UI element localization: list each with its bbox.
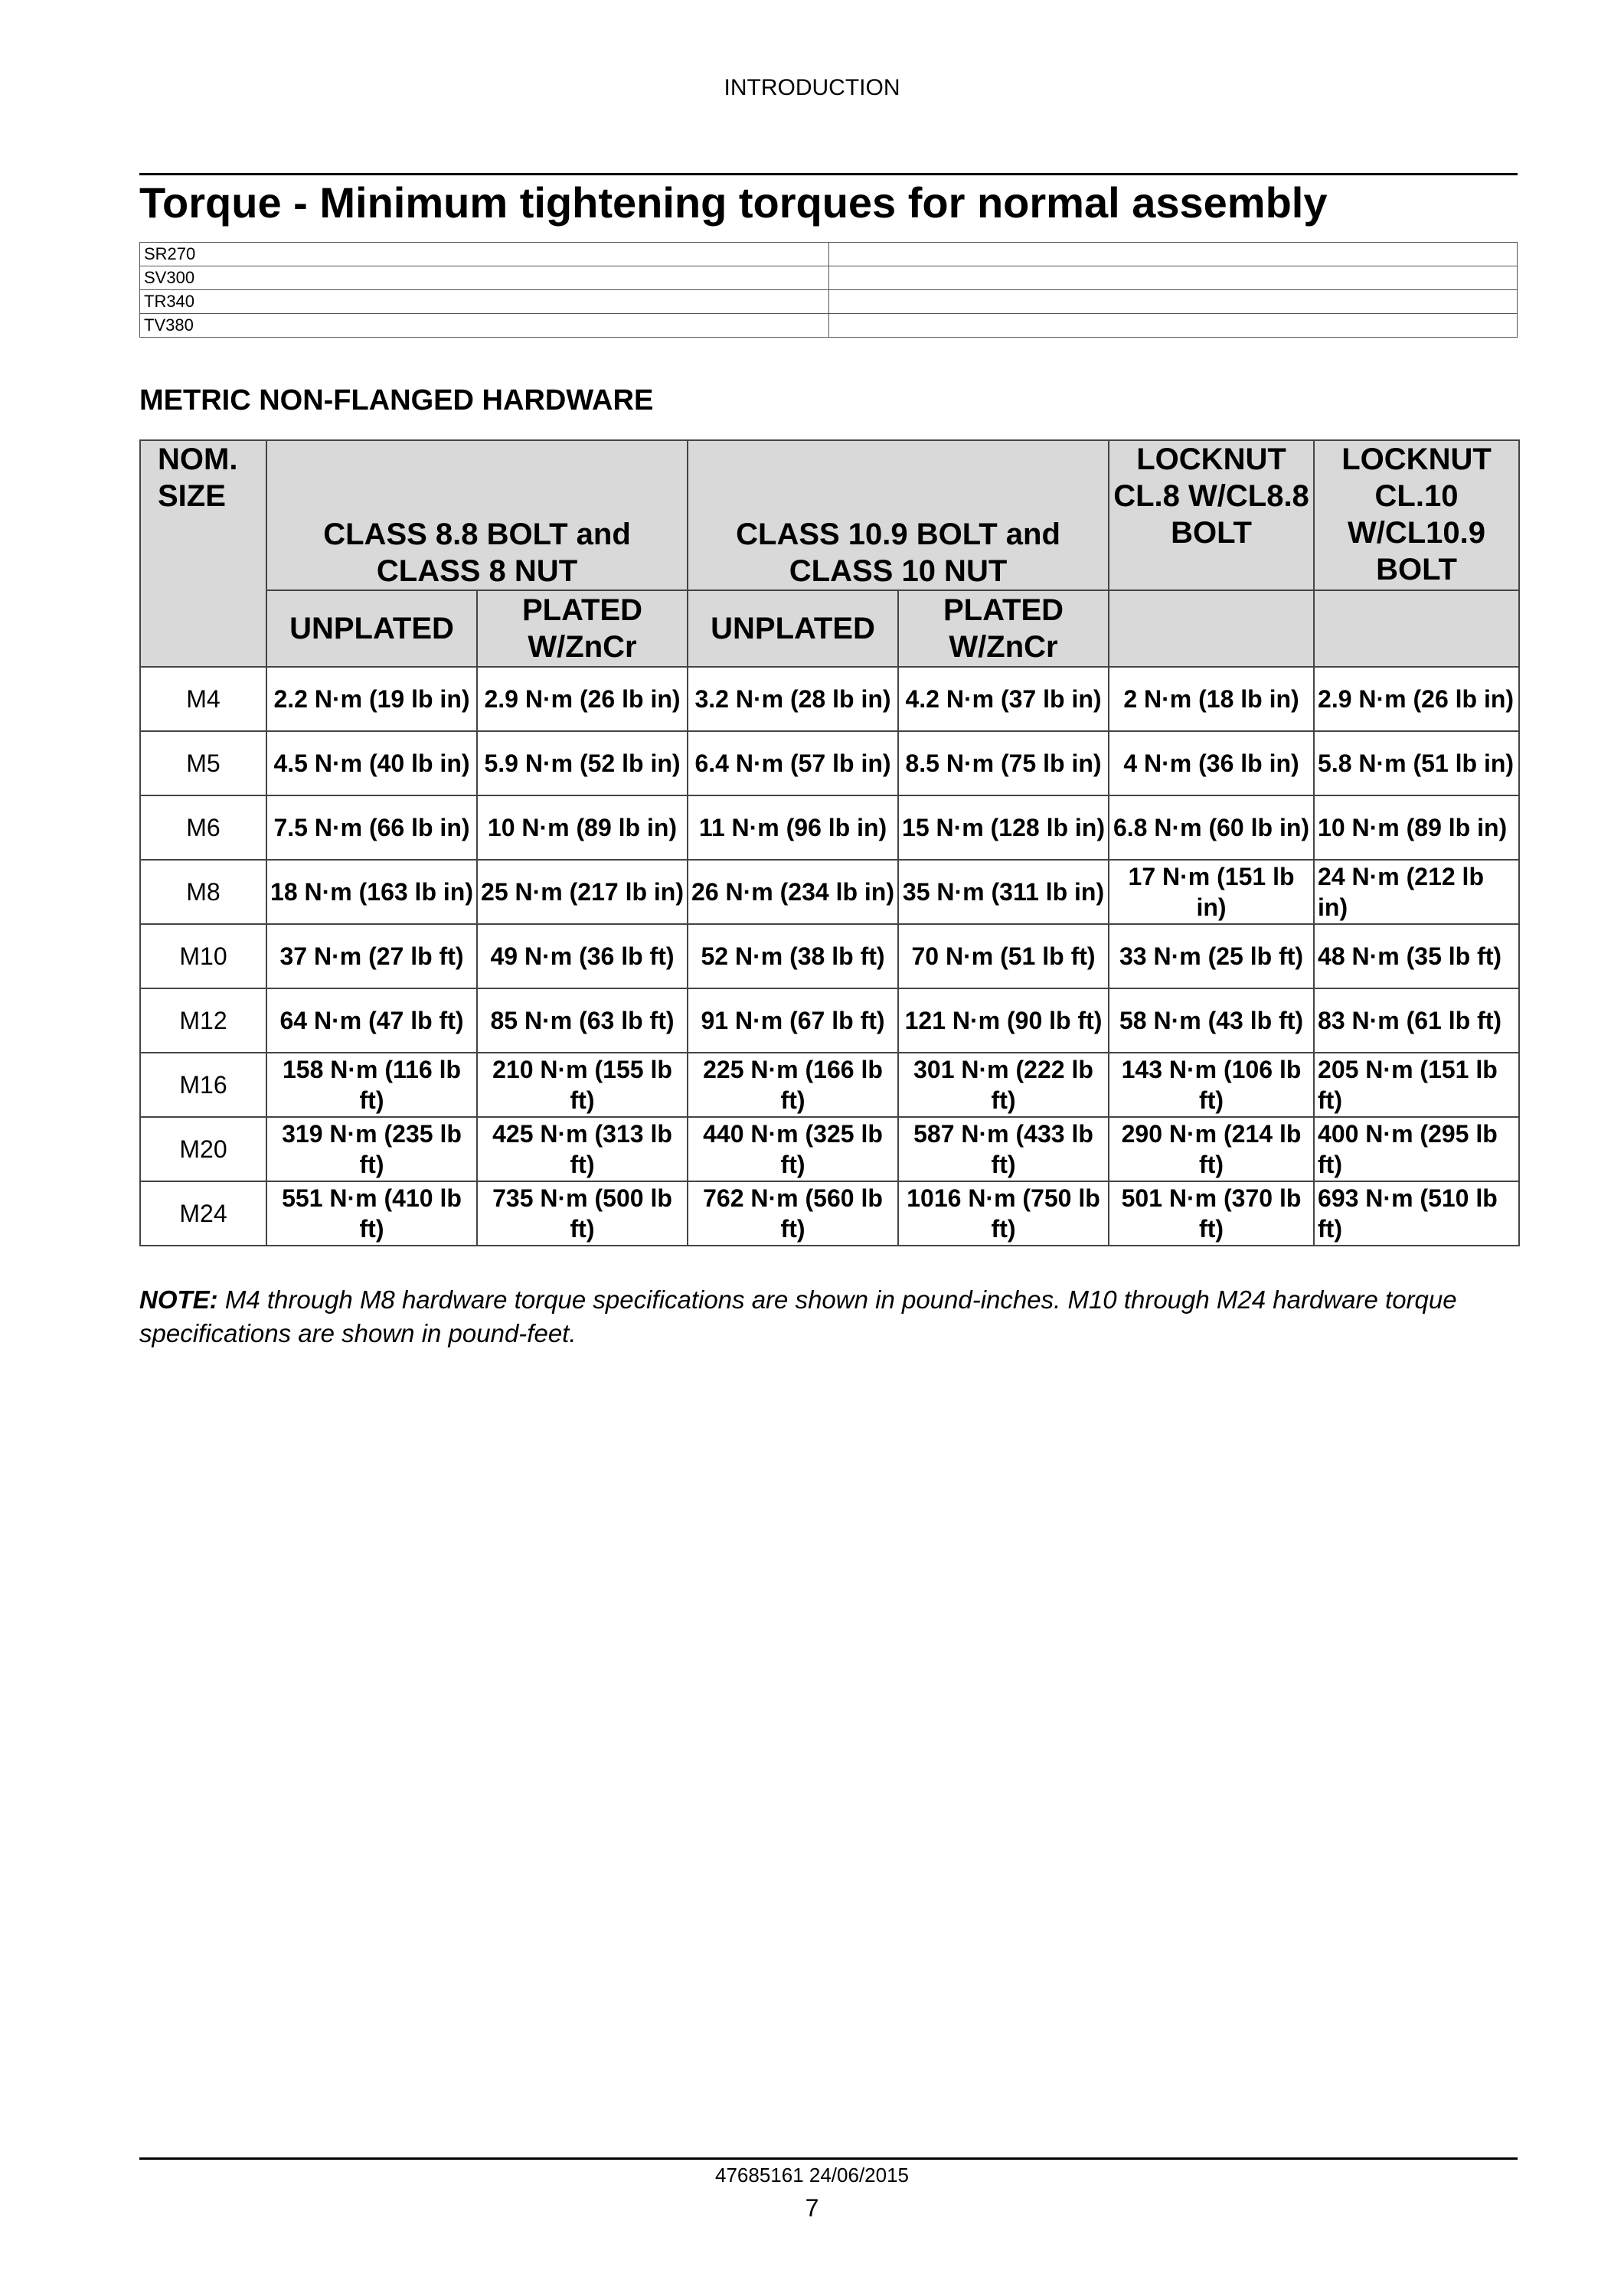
model-row: [140, 290, 1518, 314]
torque-value-cell: 4 N·m (36 lb in): [1109, 731, 1314, 795]
model-row: [140, 266, 1518, 290]
page-number: 7: [805, 2194, 819, 2222]
torque-value-cell: 205 N·m (151 lb ft): [1314, 1053, 1519, 1117]
subheader-plated: PLATED W/ZnCr: [477, 590, 688, 667]
torque-value-cell: 551 N·m (410 lb ft): [266, 1181, 477, 1246]
torque-value-cell: 70 N·m (51 lb ft): [898, 924, 1109, 988]
table-row: [140, 988, 1519, 1053]
header-nom-size: NOM. SIZE: [140, 440, 266, 667]
nominal-size-cell: M24: [140, 1181, 266, 1246]
header-locknut-cl8: LOCKNUT CL.8 W/CL8.8 BOLT: [1109, 440, 1314, 590]
torque-value-cell: 91 N·m (67 lb ft): [688, 988, 898, 1053]
header-rule: [139, 173, 1518, 175]
torque-value-cell: 425 N·m (313 lb ft): [477, 1117, 688, 1181]
torque-value-cell: 319 N·m (235 lb ft): [266, 1117, 477, 1181]
torque-value-cell: 143 N·m (106 lb ft): [1109, 1053, 1314, 1117]
torque-value-cell: 158 N·m (116 lb ft): [266, 1053, 477, 1117]
note-text: [139, 1283, 1518, 1350]
subheader-unplated: UNPLATED: [266, 590, 477, 667]
torque-value-cell: 83 N·m (61 lb ft): [1314, 988, 1519, 1053]
torque-table: [139, 439, 1520, 1246]
torque-value-cell: 1016 N·m (750 lb ft): [898, 1181, 1109, 1246]
table-subheader-row: [140, 590, 1519, 667]
header-locknut-cl10: LOCKNUT CL.10 W/CL10.9 BOLT: [1314, 440, 1519, 590]
torque-value-cell: 2.2 N·m (19 lb in): [266, 667, 477, 731]
torque-value-cell: 2.9 N·m (26 lb in): [477, 667, 688, 731]
table-header-row: [140, 440, 1519, 590]
model-cell: SR270: [140, 243, 829, 266]
nominal-size-cell: M12: [140, 988, 266, 1053]
torque-value-cell: 85 N·m (63 lb ft): [477, 988, 688, 1053]
torque-value-cell: 4.5 N·m (40 lb in): [266, 731, 477, 795]
torque-value-cell: 210 N·m (155 lb ft): [477, 1053, 688, 1117]
torque-value-cell: 693 N·m (510 lb ft): [1314, 1181, 1519, 1246]
nominal-size-cell: M10: [140, 924, 266, 988]
torque-value-cell: 6.4 N·m (57 lb in): [688, 731, 898, 795]
torque-value-cell: 587 N·m (433 lb ft): [898, 1117, 1109, 1181]
torque-value-cell: 5.8 N·m (51 lb in): [1314, 731, 1519, 795]
torque-value-cell: 10 N·m (89 lb in): [1314, 795, 1519, 860]
torque-value-cell: 7.5 N·m (66 lb in): [266, 795, 477, 860]
torque-value-cell: 35 N·m (311 lb in): [898, 860, 1109, 924]
nominal-size-cell: M4: [140, 667, 266, 731]
torque-value-cell: 225 N·m (166 lb ft): [688, 1053, 898, 1117]
torque-value-cell: 24 N·m (212 lb in): [1314, 860, 1519, 924]
header-class-8-8: CLASS 8.8 BOLT and CLASS 8 NUT: [266, 440, 688, 590]
torque-value-cell: 440 N·m (325 lb ft): [688, 1117, 898, 1181]
torque-value-cell: 18 N·m (163 lb in): [266, 860, 477, 924]
torque-value-cell: 290 N·m (214 lb ft): [1109, 1117, 1314, 1181]
model-row: [140, 314, 1518, 338]
nominal-size-cell: M5: [140, 731, 266, 795]
torque-value-cell: 2 N·m (18 lb in): [1109, 667, 1314, 731]
torque-value-cell: 8.5 N·m (75 lb in): [898, 731, 1109, 795]
footer-rule: [139, 2157, 1518, 2160]
torque-value-cell: 58 N·m (43 lb ft): [1109, 988, 1314, 1053]
subheader-unplated: UNPLATED: [688, 590, 898, 667]
torque-value-cell: 48 N·m (35 lb ft): [1314, 924, 1519, 988]
torque-value-cell: 11 N·m (96 lb in): [688, 795, 898, 860]
model-blank-cell: [828, 266, 1518, 290]
torque-value-cell: 17 N·m (151 lb in): [1109, 860, 1314, 924]
table-row: [140, 1117, 1519, 1181]
section-header: INTRODUCTION: [724, 75, 900, 100]
torque-value-cell: 121 N·m (90 lb ft): [898, 988, 1109, 1053]
subheader-blank: [1109, 590, 1314, 667]
torque-value-cell: 49 N·m (36 lb ft): [477, 924, 688, 988]
model-cell: SV300: [140, 266, 829, 290]
torque-value-cell: 3.2 N·m (28 lb in): [688, 667, 898, 731]
torque-value-cell: 25 N·m (217 lb in): [477, 860, 688, 924]
nominal-size-cell: M8: [140, 860, 266, 924]
torque-value-cell: 64 N·m (47 lb ft): [266, 988, 477, 1053]
nominal-size-cell: M6: [140, 795, 266, 860]
model-applicability-table: [139, 242, 1518, 338]
table-row: [140, 731, 1519, 795]
torque-value-cell: 501 N·m (370 lb ft): [1109, 1181, 1314, 1246]
torque-value-cell: 762 N·m (560 lb ft): [688, 1181, 898, 1246]
torque-value-cell: 26 N·m (234 lb in): [688, 860, 898, 924]
subheader-plated: PLATED W/ZnCr: [898, 590, 1109, 667]
torque-value-cell: 10 N·m (89 lb in): [477, 795, 688, 860]
model-cell: TR340: [140, 290, 829, 314]
torque-value-cell: 4.2 N·m (37 lb in): [898, 667, 1109, 731]
torque-value-cell: 37 N·m (27 lb ft): [266, 924, 477, 988]
note-body: M4 through M8 hardware torque specifications are shown in pound-inches. M10 through M24 hardware torque specifications are shown in pound-feet.: [139, 1285, 1457, 1347]
table-row: [140, 1181, 1519, 1246]
table-row: [140, 795, 1519, 860]
model-blank-cell: [828, 243, 1518, 266]
torque-value-cell: 2.9 N·m (26 lb in): [1314, 667, 1519, 731]
model-row: [140, 243, 1518, 266]
torque-value-cell: 5.9 N·m (52 lb in): [477, 731, 688, 795]
nominal-size-cell: M20: [140, 1117, 266, 1181]
torque-value-cell: 15 N·m (128 lb in): [898, 795, 1109, 860]
header-class-10-9: CLASS 10.9 BOLT and CLASS 10 NUT: [688, 440, 1109, 590]
model-blank-cell: [828, 290, 1518, 314]
table-row: [140, 667, 1519, 731]
torque-value-cell: 33 N·m (25 lb ft): [1109, 924, 1314, 988]
table-row: [140, 860, 1519, 924]
model-blank-cell: [828, 314, 1518, 338]
table-row: [140, 924, 1519, 988]
document-number: 47685161 24/06/2015: [714, 2164, 910, 2187]
torque-value-cell: 6.8 N·m (60 lb in): [1109, 795, 1314, 860]
nominal-size-cell: M16: [140, 1053, 266, 1117]
subheader-blank: [1314, 590, 1519, 667]
torque-value-cell: 400 N·m (295 lb ft): [1314, 1117, 1519, 1181]
note-label: NOTE:: [139, 1285, 218, 1314]
torque-value-cell: 301 N·m (222 lb ft): [898, 1053, 1109, 1117]
torque-value-cell: 52 N·m (38 lb ft): [688, 924, 898, 988]
section-subheading: METRIC NON-FLANGED HARDWARE: [139, 384, 654, 416]
table-row: [140, 1053, 1519, 1117]
torque-value-cell: 735 N·m (500 lb ft): [477, 1181, 688, 1246]
model-cell: TV380: [140, 314, 829, 338]
page-title: Torque - Minimum tightening torques for normal assembly: [139, 178, 1328, 227]
